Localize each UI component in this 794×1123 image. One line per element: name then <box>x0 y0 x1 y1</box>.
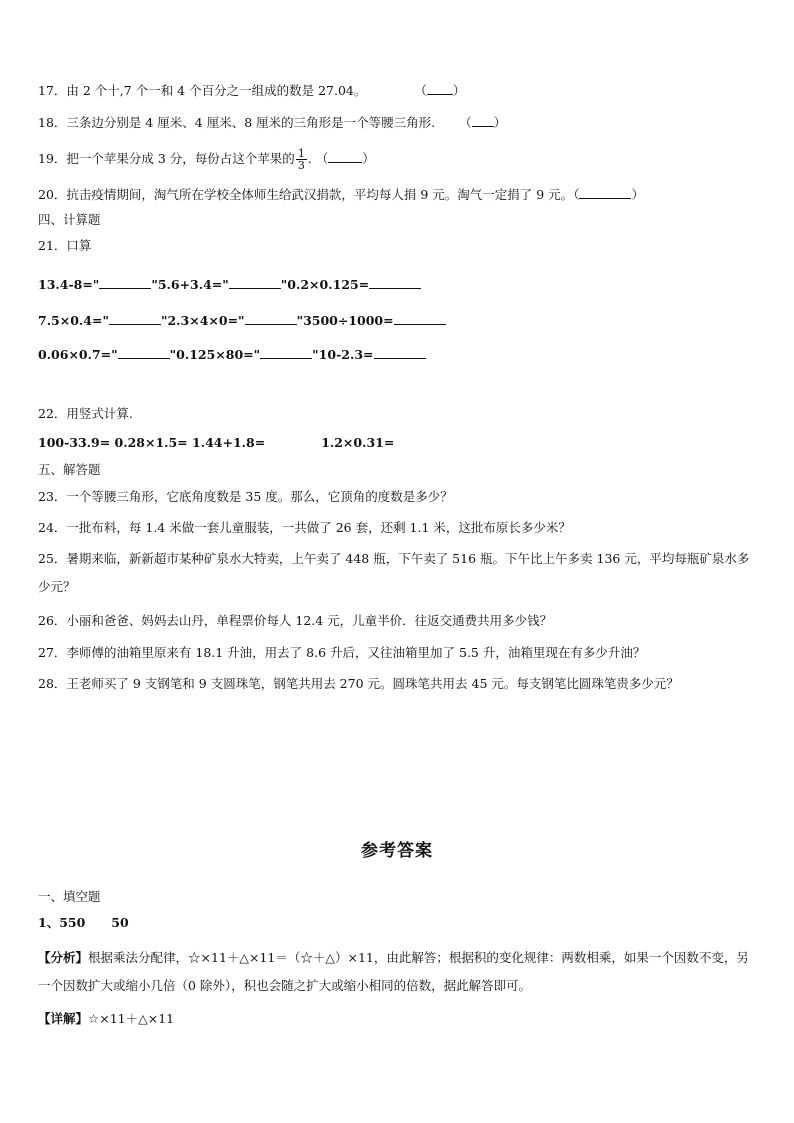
answer-blank[interactable] <box>245 312 297 325</box>
answer-blank[interactable] <box>427 82 453 95</box>
answer-blank[interactable] <box>99 276 151 289</box>
oral-row-1: 13.4-8=" "5.6+3.4=" "0.2×0.125= <box>38 276 421 294</box>
question-19: 19．把一个苹果分成 3 分，每份占这个苹果的 $\frac{1}{3}$ . （ ） <box>38 147 375 172</box>
question-27: 27．李师傅的油箱里原来有 18.1 升油，用去了 8.6 升后，又往油箱里加了 5.5 升，油箱里现在有多少升油？ <box>38 645 646 660</box>
question-28: 28．王老师买了 9 支钢笔和 9 支圆珠笔，钢笔共用去 270 元。圆珠笔共用去 45 元。每支钢笔比圆珠笔贵多少元？ <box>38 676 679 691</box>
section-heading-calculation: 四、计算题 <box>38 212 101 227</box>
answer-blank[interactable] <box>260 346 312 359</box>
answer-blank[interactable] <box>579 186 631 199</box>
answer-blank[interactable] <box>374 346 426 359</box>
answer-1-detail: 【详解】☆×11＋△×11 <box>38 1011 175 1026</box>
question-22-title: 22．用竖式计算. <box>38 406 133 421</box>
question-24: 24．一批布料，每 1.4 米做一套儿童服装，一共做了 26 套，还剩 1.1 米，这批布原长多少米？ <box>38 520 571 535</box>
question-18: 18．三条边分别是 4 厘米、4 厘米、8 厘米的三角形是一个等腰三角形. （ ） <box>38 115 507 130</box>
section-heading-solve: 五、解答题 <box>38 462 101 477</box>
answer-blank[interactable] <box>328 150 362 163</box>
oral-row-2: 7.5×0.4=" "2.3×4×0=" "3500÷1000= <box>38 312 446 330</box>
answer-blank[interactable] <box>118 346 170 359</box>
answer-blank[interactable] <box>229 276 281 289</box>
answers-section-heading: 一、填空题 <box>38 889 101 904</box>
question-23: 23．一个等腰三角形，它底角度数是 35 度。那么，它顶角的度数是多少？ <box>38 489 453 504</box>
question-20: 20．抗击疫情期间，淘气所在学校全体师生给武汉捐款，平均每人捐 9 元。淘气一定捐了 9 元。（ ） <box>38 187 644 202</box>
question-17: 17．由 2 个十,7 个一和 4 个百分之一组成的数是 27.04。 （ ） <box>38 83 466 98</box>
answer-blank[interactable] <box>109 312 161 325</box>
oral-row-3: 0.06×0.7=" "0.125×80=" "10-2.3= <box>38 346 426 364</box>
answer-blank[interactable] <box>394 312 446 325</box>
answers-title: 参考答案 <box>361 841 433 861</box>
fraction-one-third: $\frac{1}{3}$ <box>297 147 305 172</box>
answer-1: 1、550 50 <box>38 915 129 930</box>
answer-blank[interactable] <box>472 114 494 127</box>
question-25: 25．暑期来临，新新超市某种矿泉水大特卖，上午卖了 448 瓶，下午卖了 516 瓶。下午比上午多卖 136 元，平均每瓶矿泉水多少元？ <box>38 551 750 594</box>
question-22-expressions: 100-33.9= 0.28×1.5= 1.44+1.8= 1.2×0.31= <box>38 435 395 450</box>
question-26: 26．小丽和爸爸、妈妈去山丹，单程票价每人 12.4 元，儿童半价．往返交通费共用多少钱？ <box>38 613 553 628</box>
answer-blank[interactable] <box>369 276 421 289</box>
question-21-title: 21．口算 <box>38 238 92 253</box>
answer-1-analysis: 【分析】根据乘法分配律，☆×11＋△×11＝（☆＋△）×11，由此解答；根据积的变化规律：两数相乘，如果一个因数不变，另一个因数扩大或缩小几倍（0 除外），积也会随之扩大或缩小相同的倍数，据此解答即可。 <box>38 950 749 993</box>
